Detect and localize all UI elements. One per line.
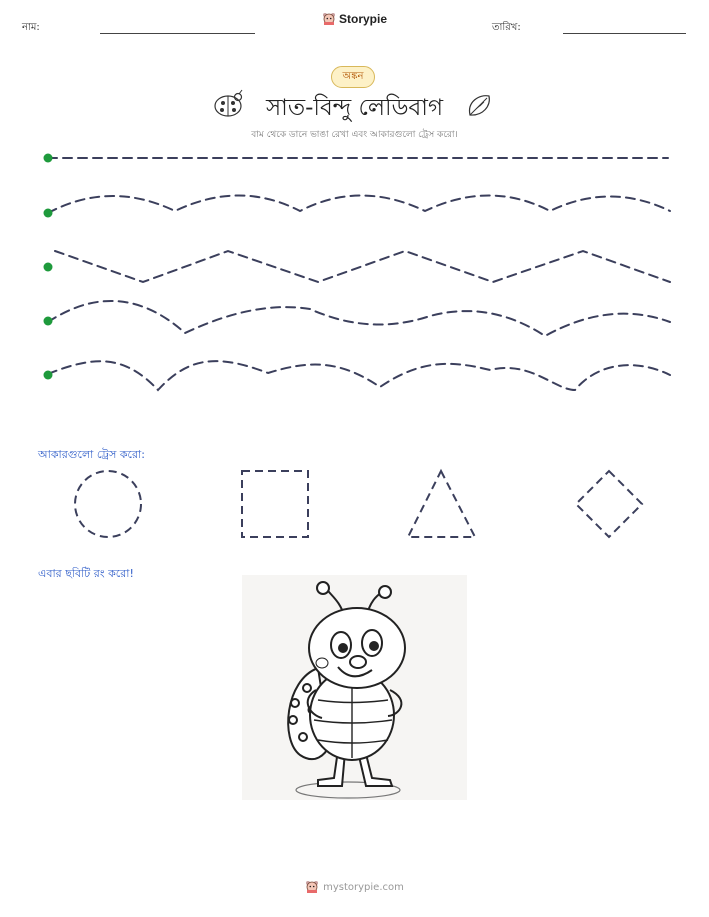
- storypie-footer-logo-icon: [305, 880, 319, 894]
- start-dot-3: [44, 263, 53, 272]
- start-dot-2: [44, 209, 53, 218]
- trace-line-gentle-wave[interactable]: [48, 196, 670, 214]
- coloring-heading: এবার ছবিটি রং করো!: [38, 567, 134, 580]
- start-dot-4: [44, 317, 53, 326]
- page-title: সাত-বিন্দু লেডিবাগ: [265, 95, 444, 121]
- footer-url[interactable]: mystorypie.com: [323, 881, 404, 893]
- trace-line-zigzag[interactable]: [55, 251, 670, 282]
- trace-shape-diamond[interactable]: [576, 471, 642, 537]
- footer: [0, 880, 709, 894]
- category-badge: অঙ্কন: [331, 66, 375, 88]
- start-dot-1: [44, 154, 53, 163]
- start-dot-5: [44, 371, 53, 380]
- trace-shape-square[interactable]: [242, 471, 308, 537]
- leaf-icon: [470, 96, 490, 115]
- date-label: তারিখ:: [492, 22, 521, 33]
- name-label: নাম:: [22, 22, 40, 33]
- trace-shape-circle[interactable]: [75, 471, 141, 537]
- brand-name: Storypie: [339, 12, 388, 26]
- trace-line-wave-1[interactable]: [48, 301, 670, 336]
- shapes-heading: আকারগুলো ট্রেস করো:: [38, 448, 145, 461]
- trace-shape-triangle[interactable]: [408, 471, 475, 537]
- trace-line-wave-2[interactable]: [48, 361, 670, 390]
- instructions: বাম থেকে ডানে ভাঙা রেখা এবং আকারগুলো ট্রেস করো।: [251, 130, 458, 140]
- ladybug-icon: [215, 90, 242, 116]
- ladybug-coloring-picture[interactable]: [242, 575, 467, 800]
